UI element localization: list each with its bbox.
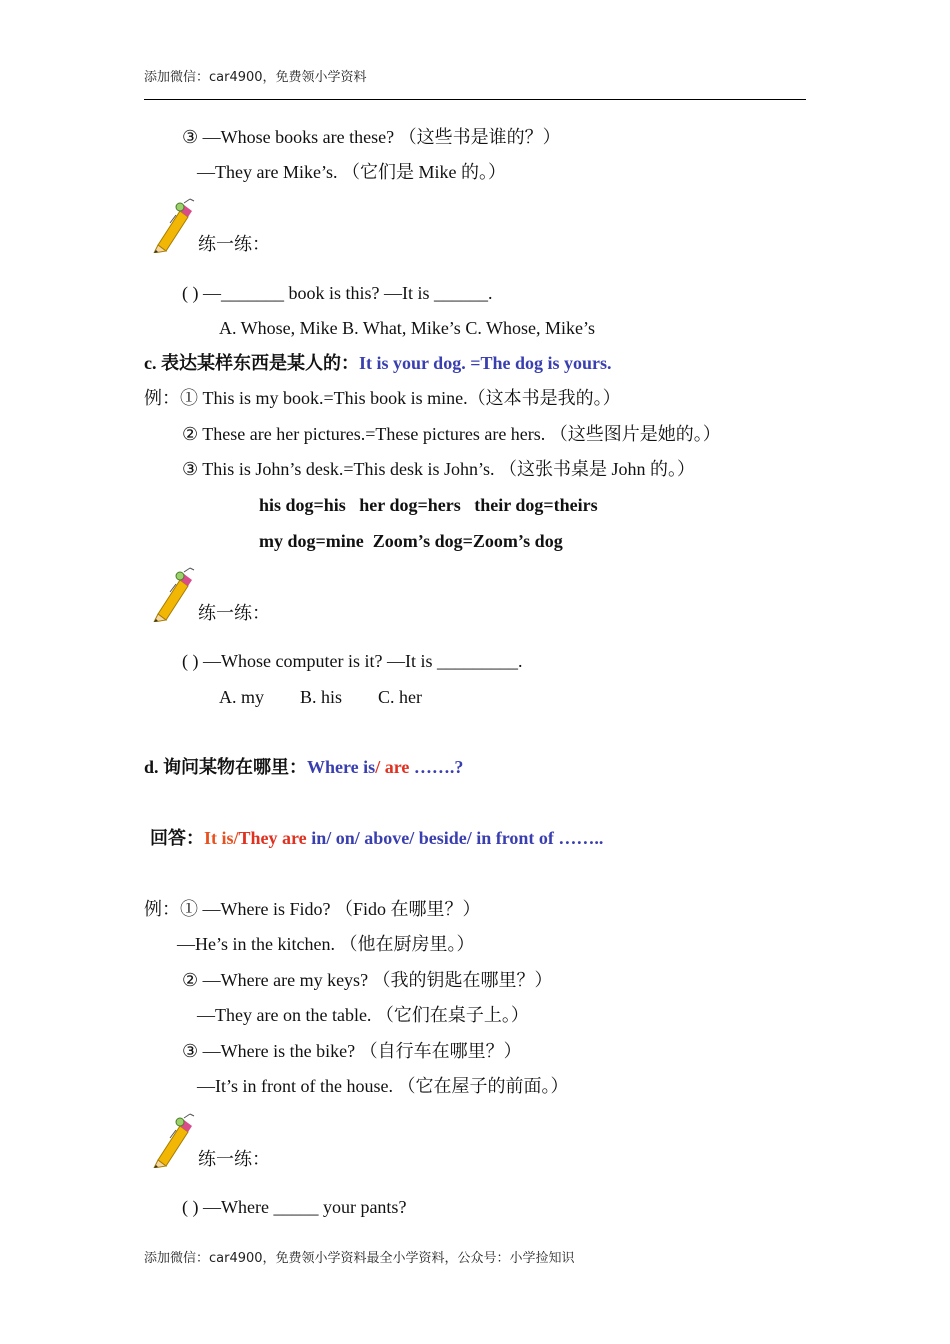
section-c-example-3: ③ This is John’s desk.=This desk is John’s. （这张书桌是 John 的。）	[182, 459, 695, 479]
section-d-answer-3: —It’s in front of the house. （它在屋子的前面。）	[197, 1076, 569, 1096]
exercise-question: ( ) —Whose computer is it? —It is _________.	[182, 651, 523, 671]
header-text: 添加微信：car4900，免费领小学资料	[144, 70, 367, 85]
answer-label: 回答：	[150, 828, 204, 848]
section-d-heading	[144, 755, 463, 779]
exercise-question: ( ) —Where _____ your pants?	[182, 1197, 407, 1217]
practice-label: 练一练：	[198, 234, 270, 254]
it-is-text: It is/	[204, 828, 239, 848]
section-d-example-3: ③ —Where is the bike? （自行车在哪里？）	[182, 1041, 522, 1061]
practice-label: 练一练：	[198, 603, 270, 623]
exercise-options: A. my B. his C. her	[219, 687, 423, 707]
practice-label: 练一练：	[198, 1149, 270, 1169]
section-d-example-2: ② —Where are my keys? （我的钥匙在哪里？）	[182, 970, 553, 990]
section-d-answer-1: —He’s in the kitchen. （他在厨房里。）	[177, 934, 475, 954]
header-rule	[144, 99, 806, 100]
section-c-heading	[144, 351, 611, 375]
section-d-answer-2: —They are on the table. （它们在桌子上。）	[197, 1005, 529, 1025]
section-c-example: It is your dog. =The dog is yours.	[359, 353, 612, 373]
footer-text: 添加微信：car4900，免费领小学资料最全小学资料，公众号：小学捡知识	[144, 1251, 575, 1266]
pencil-icon	[150, 1112, 200, 1168]
they-are-text: They are	[238, 828, 307, 848]
question-tail: …….?	[409, 757, 464, 777]
slash-text: /	[375, 757, 381, 777]
pencil-icon	[150, 566, 200, 622]
possessive-rule-1: his dog=his her dog=hers their dog=theirs	[259, 495, 598, 515]
exercise-options: A. Whose, Mike B. What, Mike’s C. Whose, Mike’s	[219, 318, 595, 338]
example-answer-3: —They are Mike’s. （它们是 Mike 的。）	[197, 162, 506, 182]
example-question-3: ③ —Whose books are these? （这些书是谁的？）	[182, 127, 561, 147]
section-c-title: c. 表达某样东西是某人的：	[144, 353, 359, 373]
section-c-example-1: 例：① This is my book.=This book is mine.（这本书是我的。）	[144, 388, 621, 408]
preposition-list: in/ on/ above/ beside/ in front of ……..	[306, 828, 604, 848]
section-d-title: d. 询问某物在哪里：	[144, 757, 308, 777]
section-c-example-2: ② These are her pictures.=These pictures are hers. （这些图片是她的。）	[182, 424, 721, 444]
section-d-example-1: 例：① —Where is Fido? （Fido 在哪里？）	[144, 899, 481, 919]
where-is-text: Where is	[307, 757, 376, 777]
answer-pattern	[150, 826, 603, 850]
possessive-rule-2: my dog=mine Zoom’s dog=Zoom’s dog	[259, 531, 563, 551]
pencil-icon	[150, 197, 200, 253]
are-text: are	[380, 757, 410, 777]
exercise-question: ( ) —_______ book is this? —It is ______.	[182, 283, 493, 303]
